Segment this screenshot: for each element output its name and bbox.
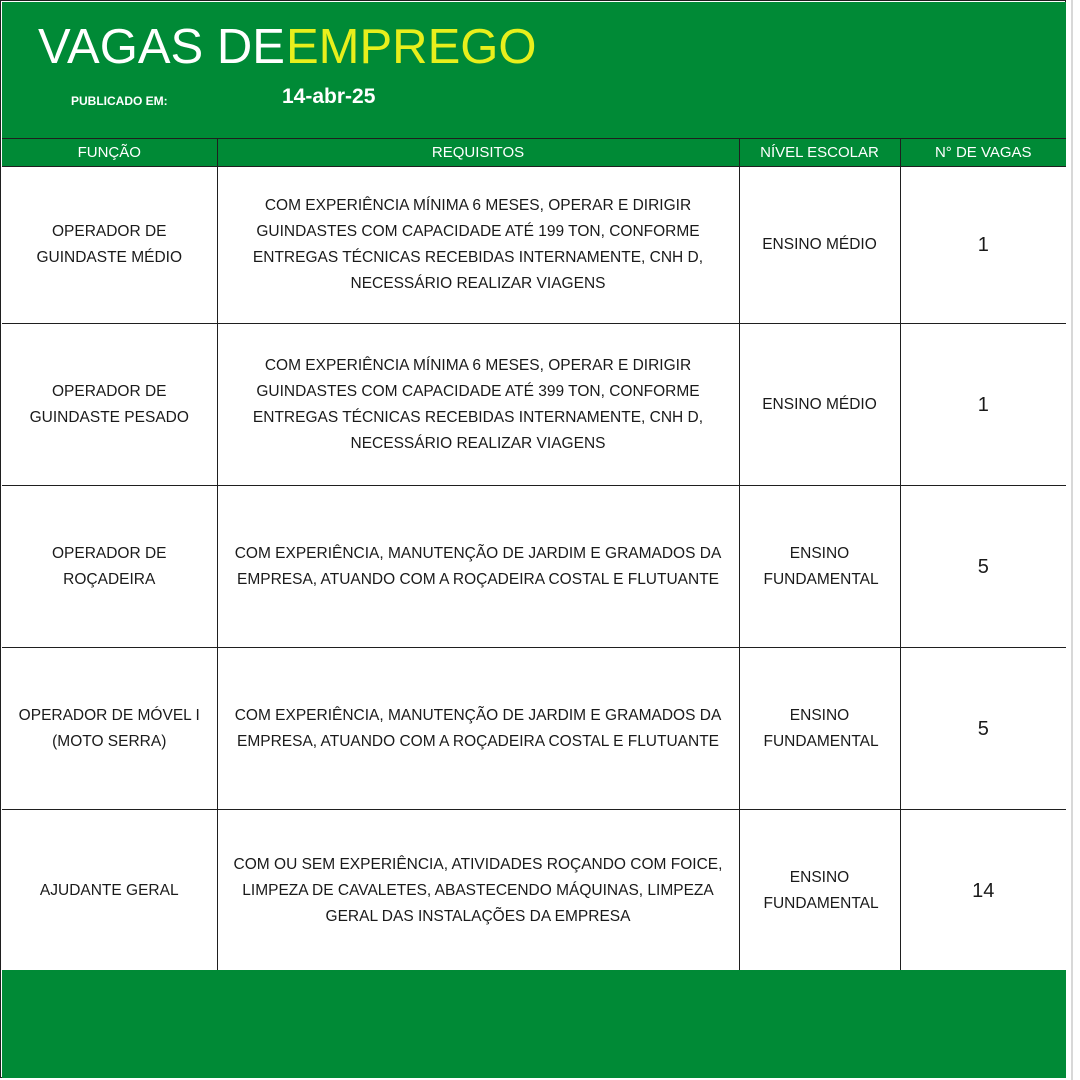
cell-funcao: OPERADOR DE ROÇADEIRA: [2, 486, 217, 648]
cell-funcao: OPERADOR DE MÓVEL I (MOTO SERRA): [2, 648, 217, 810]
page-edge-divider: [1071, 0, 1073, 1080]
cell-nivel-escolar: ENSINO FUNDAMENTAL: [739, 486, 900, 648]
cell-vagas: 5: [900, 486, 1066, 648]
cell-funcao: OPERADOR DE GUINDASTE PESADO: [2, 324, 217, 486]
table-row: [2, 324, 1066, 486]
cell-requisitos: COM EXPERIÊNCIA, MANUTENÇÃO DE JARDIM E GRAMADOS DA EMPRESA, ATUANDO COM A ROÇADEIRA COSTAL E FLUTUANTE: [217, 648, 739, 810]
column-header-nivel-escolar: NÍVEL ESCOLAR: [739, 139, 900, 167]
page-title: [38, 18, 537, 76]
cell-vagas: 1: [900, 167, 1066, 324]
title-part-emprego: EMPREGO: [286, 20, 537, 74]
cell-requisitos: COM EXPERIÊNCIA MÍNIMA 6 MESES, OPERAR E DIRIGIR GUINDASTES COM CAPACIDADE ATÉ 199 TON, CONFORME ENTREGAS TÉCNICAS RECEBIDAS INTERNAMENTE, CNH D, NECESSÁRIO REALIZAR VIAGENS: [217, 167, 739, 324]
table-row: [2, 167, 1066, 324]
table-row: [2, 648, 1066, 810]
title-part-vagas: VAGAS DE: [38, 20, 285, 74]
table-row: [2, 486, 1066, 648]
column-header-numero-vagas: N° DE VAGAS: [900, 139, 1066, 167]
table-header-row: [2, 139, 1066, 167]
cell-vagas: 14: [900, 810, 1066, 972]
jobs-table: [2, 138, 1066, 972]
footer-banner: [2, 970, 1066, 1078]
cell-nivel-escolar: ENSINO MÉDIO: [739, 324, 900, 486]
published-date: 14-abr-25: [282, 85, 376, 108]
header-banner: [2, 2, 1066, 138]
cell-nivel-escolar: ENSINO MÉDIO: [739, 167, 900, 324]
cell-requisitos: COM OU SEM EXPERIÊNCIA, ATIVIDADES ROÇANDO COM FOICE, LIMPEZA DE CAVALETES, ABASTECENDO MÁQUINAS, LIMPEZA GERAL DAS INSTALAÇÕES DA EMPRESA: [217, 810, 739, 972]
cell-funcao: OPERADOR DE GUINDASTE MÉDIO: [2, 167, 217, 324]
cell-funcao: AJUDANTE GERAL: [2, 810, 217, 972]
cell-nivel-escolar: ENSINO FUNDAMENTAL: [739, 648, 900, 810]
cell-nivel-escolar: ENSINO FUNDAMENTAL: [739, 810, 900, 972]
cell-requisitos: COM EXPERIÊNCIA, MANUTENÇÃO DE JARDIM E GRAMADOS DA EMPRESA, ATUANDO COM A ROÇADEIRA COSTAL E FLUTUANTE: [217, 486, 739, 648]
column-header-requisitos: REQUISITOS: [217, 139, 739, 167]
column-header-funcao: FUNÇÃO: [2, 139, 217, 167]
cell-vagas: 1: [900, 324, 1066, 486]
cell-vagas: 5: [900, 648, 1066, 810]
published-label: PUBLICADO EM:: [71, 94, 168, 108]
cell-requisitos: COM EXPERIÊNCIA MÍNIMA 6 MESES, OPERAR E DIRIGIR GUINDASTES COM CAPACIDADE ATÉ 399 TON, CONFORME ENTREGAS TÉCNICAS RECEBIDAS INTERNAMENTE, CNH D, NECESSÁRIO REALIZAR VIAGENS: [217, 324, 739, 486]
table-row: [2, 810, 1066, 972]
